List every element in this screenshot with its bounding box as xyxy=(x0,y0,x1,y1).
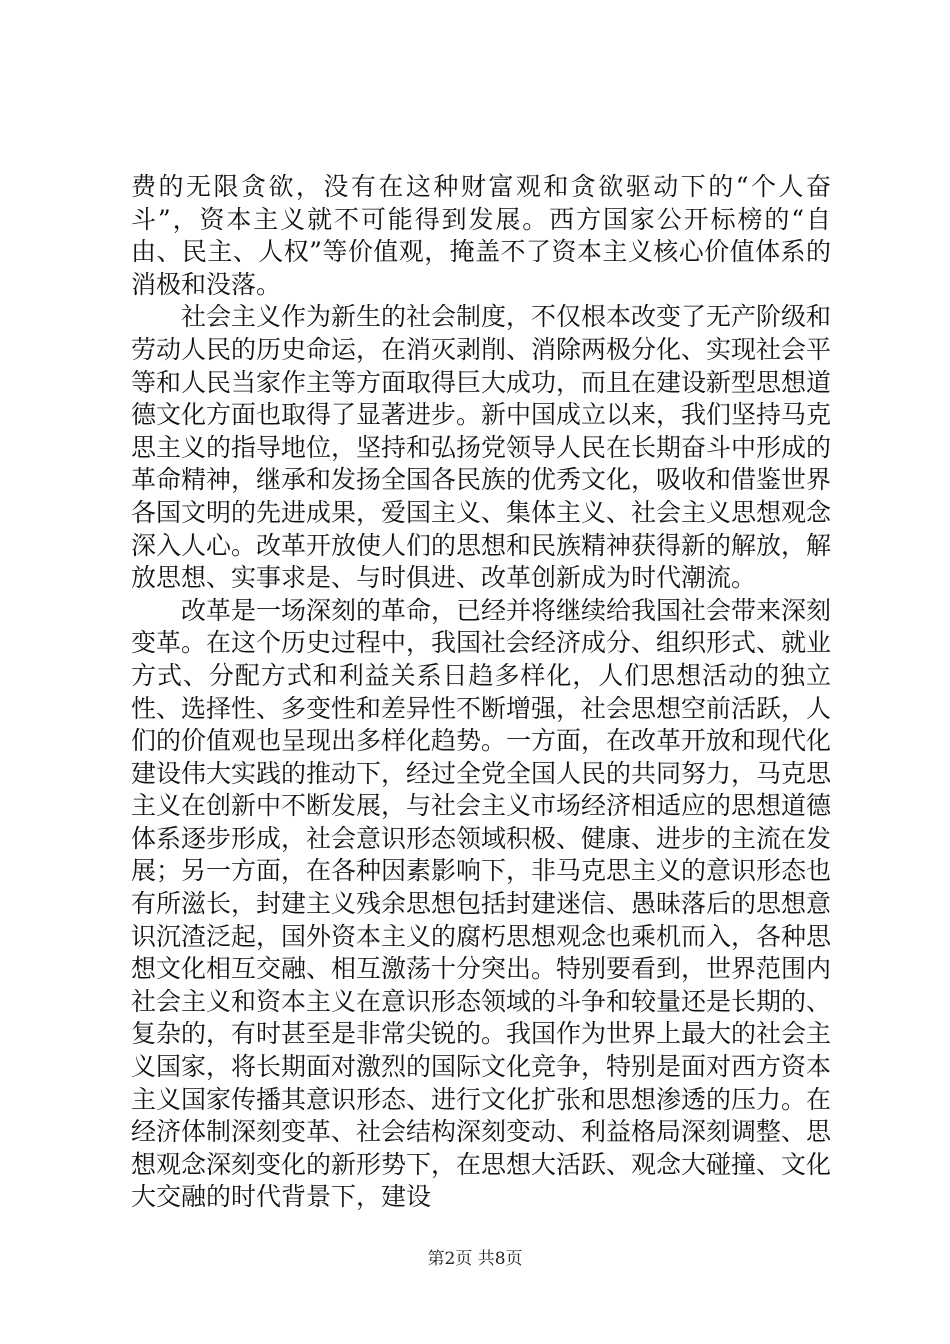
document-body xyxy=(131,171,831,1214)
paragraph-1: 费的无限贪欲，没有在这种财富观和贪欲驱动下的“个人奋斗”，资本主义就不可能得到发展。西方国家公开标榜的“自由、民主、人权”等价值观，掩盖不了资本主义核心价值体系的消极和没落。 xyxy=(131,172,831,299)
paragraph-2: 社会主义作为新生的社会制度，不仅根本改变了无产阶级和劳动人民的历史命运，在消灭剥削、消除两极分化、实现社会平等和人民当家作主等方面取得巨大成功，而且在建设新型思想道德文化方面也取得了显著进步。新中国成立以来，我们坚持马克思主义的指导地位，坚持和弘扬党领导人民在长期奋斗中形成的革命精神，继承和发扬全国各民族的优秀文化，吸收和借鉴世界各国文明的先进成果，爱国主义、集体主义、社会主义思想观念深入人心。改革开放使人们的思想和民族精神获得新的解放，解放思想、实事求是、与时俱进、改革创新成为时代潮流。 xyxy=(131,302,832,593)
page-footer: 第2页 共8页 xyxy=(427,1249,523,1269)
paragraph-3: 改革是一场深刻的革命，已经并将继续给我国社会带来深刻变革。在这个历史过程中，我国社会经济成分、组织形式、就业方式、分配方式和利益关系日趋多样化，人们思想活动的独立性、选择性、多变性和差异性不断增强，社会思想空前活跃，人们的价值观也呈现出多样化趋势。一方面，在改革开放和现代化建设伟大实践的推动下，经过全党全国人民的共同努力，马克思主义在创新中不断发展，与社会主义市场经济相适应的思想道德体系逐步形成，社会意识形态领域积极、健康、进步的主流在发展；另一方面，在各种因素影响下，非马克思主义的意识形态也有所滋长，封建主义残余思想包括封建迷信、愚昧落后的思想意识沉渣泛起，国外资本主义的腐朽思想观念也乘机而入，各种思想文化相互交融、相互激荡十分突出。特别要看到，世界范围内社会主义和资本主义在意识形态领域的斗争和较量还是长期的、复杂的，有时甚至是非常尖锐的。我国作为世界上最大的社会主义国家，将长期面对激烈的国际文化竞争，特别是面对西方资本主义国家传播其意识形态、进行文化扩张和思想渗透的压力。在经济体制深刻变革、社会结构深刻变动、利益格局深刻调整、思想观念深刻变化的新形势下，在思想大活跃、观念大碰撞、文化大交融的时代背景下，建设 xyxy=(131,595,832,1212)
